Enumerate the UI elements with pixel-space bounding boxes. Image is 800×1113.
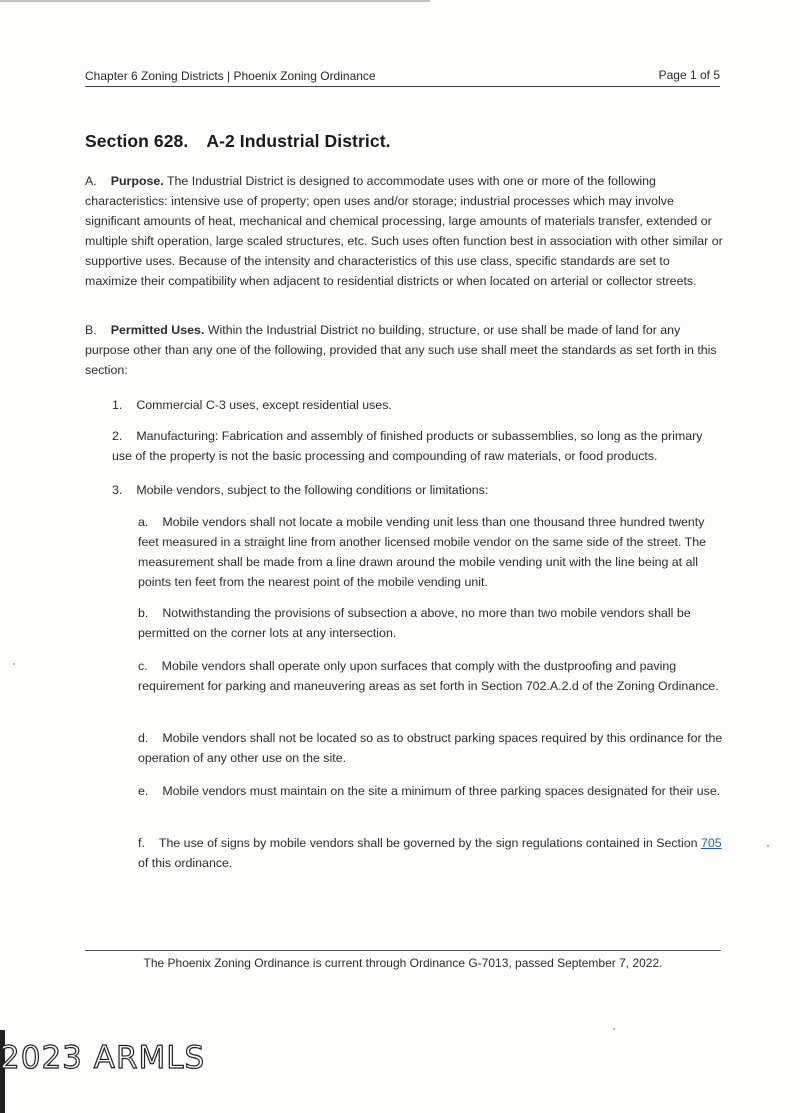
sub-list-item	[138, 512, 723, 592]
sub-item-text: Mobile vendors shall operate only upon surfaces that comply with the dustproofing and paving requirement for parking and maneuvering areas as set forth in Section 702.A.2.d of the Zoning Ordinance.	[138, 659, 719, 693]
list-item	[112, 480, 722, 500]
page-header	[85, 68, 720, 87]
sub-item-letter: c.	[138, 659, 148, 673]
watermark: 2023 ARMLS	[0, 1040, 206, 1076]
scan-speck	[767, 845, 769, 847]
sub-item-text-before: The use of signs by mobile vendors shall be governed by the sign regulations contained in Section	[158, 836, 701, 850]
scan-speck	[613, 1028, 615, 1030]
sub-item-letter: d.	[138, 731, 149, 745]
permitted-text: Within the Industrial District no building, structure, or use shall be made of land for any purpose other than any one of the following, provided that any such use shall meet the standards as set forth in this section:	[85, 323, 717, 377]
sub-list-item	[138, 728, 723, 768]
sub-item-text: Notwithstanding the provisions of subsection a above, no more than two mobile vendors shall be permitted on the corner lots at any intersection.	[138, 606, 691, 640]
section-title	[85, 131, 391, 152]
footer-divider	[85, 950, 721, 951]
list-item	[112, 395, 722, 415]
sub-list-item	[138, 833, 723, 873]
permitted-label: B.	[85, 323, 97, 337]
header-chapter-title: Chapter 6 Zoning Districts | Phoenix Zoning Ordinance	[85, 69, 376, 83]
purpose-text: The Industrial District is designed to accommodate uses with one or more of the following characteristics: intensive use of property; open uses and/or storage; industrial processes which may involve significant amounts of heat, mechanical and chemical processing, large amounts of materials transfer, extended or multiple shift operation, large scaled structures, etc. Such uses often function best in association with other similar or supportive uses. Because of the intensity and characteristics of this use class, specific standards are set to maximize their compatibility when adjacent to residential districts or when located on arterial or collector streets.	[85, 174, 723, 288]
sub-list-item	[138, 781, 723, 801]
permitted-heading: Permitted Uses.	[110, 323, 205, 337]
sub-list-item	[138, 603, 723, 643]
scan-edge-line	[0, 0, 430, 2]
purpose-heading: Purpose.	[110, 174, 164, 188]
list-item-text: Commercial C-3 uses, except residential uses.	[136, 398, 392, 412]
sub-item-letter: b.	[138, 606, 149, 620]
permitted-uses-paragraph	[85, 320, 725, 380]
header-page-number: Page 1 of 5	[658, 68, 720, 82]
sub-item-letter: f.	[138, 836, 145, 850]
sub-item-letter: a.	[138, 515, 149, 529]
section-name: A-2 Industrial District.	[206, 131, 391, 151]
list-item-number: 2.	[112, 429, 123, 443]
sub-list-item	[138, 656, 723, 696]
section-number: Section 628.	[85, 131, 189, 151]
list-item-text: Mobile vendors, subject to the following conditions or limitations:	[136, 483, 489, 497]
sub-item-text: Mobile vendors must maintain on the site a minimum of three parking spaces designated for their use.	[162, 784, 721, 798]
purpose-paragraph	[85, 171, 725, 291]
purpose-label: A.	[85, 174, 97, 188]
sub-item-text: Mobile vendors shall not be located so as to obstruct parking spaces required by this ordinance for the operation of any other use on the site.	[138, 731, 723, 765]
sub-item-letter: e.	[138, 784, 149, 798]
list-item	[112, 426, 722, 466]
page-footer: The Phoenix Zoning Ordinance is current through Ordinance G-7013, passed September 7, 2022.	[143, 956, 663, 970]
list-item-number: 3.	[112, 483, 123, 497]
section-705-link[interactable]: 705	[700, 836, 722, 850]
list-item-text: Manufacturing: Fabrication and assembly of finished products or subassemblies, so long as the primary use of the property is not the basic processing and compounding of raw materials, or food products.	[112, 429, 703, 463]
sub-item-text-after: of this ordinance.	[138, 856, 233, 870]
list-item-number: 1.	[112, 398, 123, 412]
sub-item-text: Mobile vendors shall not locate a mobile vending unit less than one thousand three hundred twenty feet measured in a straight line from another licensed mobile vendor on the same side of the street. The measurement shall be made from a line drawn around the mobile vending unit with the line being at all points ten feet from the nearest point of the mobile vending unit.	[138, 515, 706, 589]
scan-speck	[13, 663, 15, 665]
